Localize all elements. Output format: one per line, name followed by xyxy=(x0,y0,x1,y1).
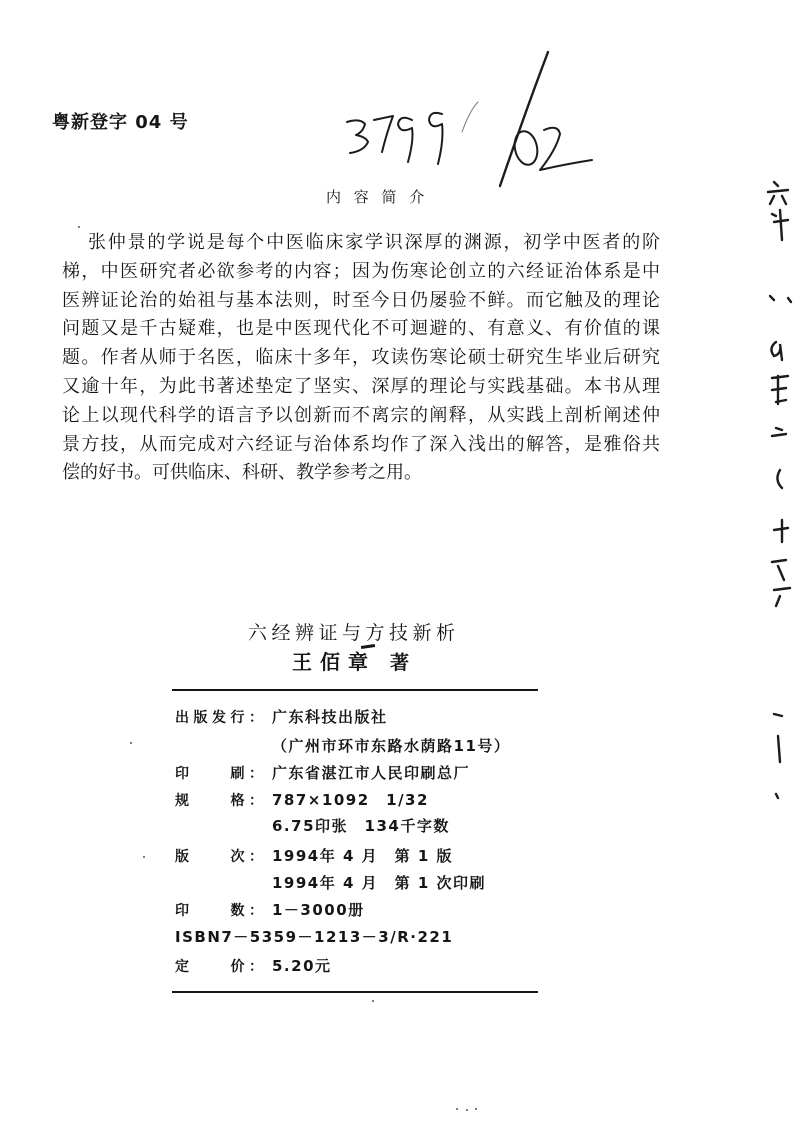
publisher-row xyxy=(175,706,388,728)
scan-speck xyxy=(475,1108,477,1110)
printing-row xyxy=(272,872,486,894)
summary-line: 论上以现代科学的语言予以创新而不离宗的阐释，从实践上剖析阐述仲 xyxy=(62,404,660,426)
publisher-address: （广州市环市东路水荫路11号） xyxy=(272,737,511,755)
summary-line: 梯，中医研究者必欲参考的内容；因为伤寒论创立的六经证治体系是中 xyxy=(62,260,660,282)
publisher-label: 出版发行： xyxy=(175,710,268,726)
summary-heading: 内 容 简 介 xyxy=(326,188,429,206)
summary-line: 医辨证论治的始祖与基本法则，时至今日仍屡验不鲜。而它触及的理论 xyxy=(62,289,660,311)
summary-line: 问题又是千古疑难，也是中医现代化不可迴避的、有意义、有价值的课 xyxy=(62,318,660,340)
edition-row xyxy=(175,845,453,867)
bleed-through-marks xyxy=(760,170,793,810)
scan-speck xyxy=(456,1108,458,1110)
scan-speck xyxy=(372,1000,374,1002)
scan-speck xyxy=(130,742,132,744)
handwritten-note xyxy=(330,40,600,210)
format-value: 787×1092 1/32 xyxy=(272,791,429,809)
author-name: 王佰章 xyxy=(292,650,376,674)
format-detail-row xyxy=(272,815,450,837)
isbn-row xyxy=(175,926,453,948)
colophon-bottom-rule xyxy=(172,991,538,993)
summary-line: 又逾十年，为此书著述垫定了坚实、深厚的理论与实践基础。本书从理 xyxy=(62,375,660,397)
summary-line: 题。作者从师于名医，临床十多年，攻读伤寒论硕士研究生毕业后研究 xyxy=(62,347,660,369)
price-row xyxy=(175,955,332,977)
scan-speck xyxy=(78,226,80,228)
summary-paragraph xyxy=(62,229,660,488)
summary-line: 偿的好书。可供临床、科研、教学参考之用。 xyxy=(62,462,422,484)
format-detail: 6.75印张 134千字数 xyxy=(272,817,450,835)
format-row xyxy=(175,789,429,811)
registration-number: 粤新登字 04 号 xyxy=(52,112,189,133)
summary-line: 张仲景的学说是每个中医临床家学识深厚的渊源，初学中医者的阶 xyxy=(88,232,660,253)
book-title: 六经辨证与方技新析 xyxy=(248,622,460,644)
printer-value: 广东省湛江市人民印刷总厂 xyxy=(272,764,471,782)
price-value: 5.20元 xyxy=(272,957,332,975)
colophon-top-rule xyxy=(172,689,538,691)
author-role: 著 xyxy=(390,652,410,674)
printer-row xyxy=(175,762,470,784)
summary-line: 景方技，从而完成对六经证与治体系均作了深入浅出的解答，是雅俗共 xyxy=(62,433,660,455)
print-run-value: 1－3000册 xyxy=(272,901,365,919)
price-label: 定 价： xyxy=(175,959,268,975)
print-run-row xyxy=(175,899,365,921)
printer-label: 印 刷： xyxy=(175,766,268,782)
edition-label: 版 次： xyxy=(175,849,268,865)
print-run-label: 印 数： xyxy=(175,903,268,919)
edition-value: 1994年 4 月 第 1 版 xyxy=(272,847,454,865)
publisher-address-row xyxy=(272,735,510,757)
book-author xyxy=(292,646,409,675)
scan-speck xyxy=(143,856,145,858)
printing-value: 1994年 4 月 第 1 次印刷 xyxy=(272,874,487,892)
publisher-value: 广东科技出版社 xyxy=(272,708,388,726)
isbn: ISBN7－5359－1213－3/R·221 xyxy=(175,928,454,946)
format-label: 规 格： xyxy=(175,793,268,809)
scan-speck xyxy=(466,1109,468,1111)
